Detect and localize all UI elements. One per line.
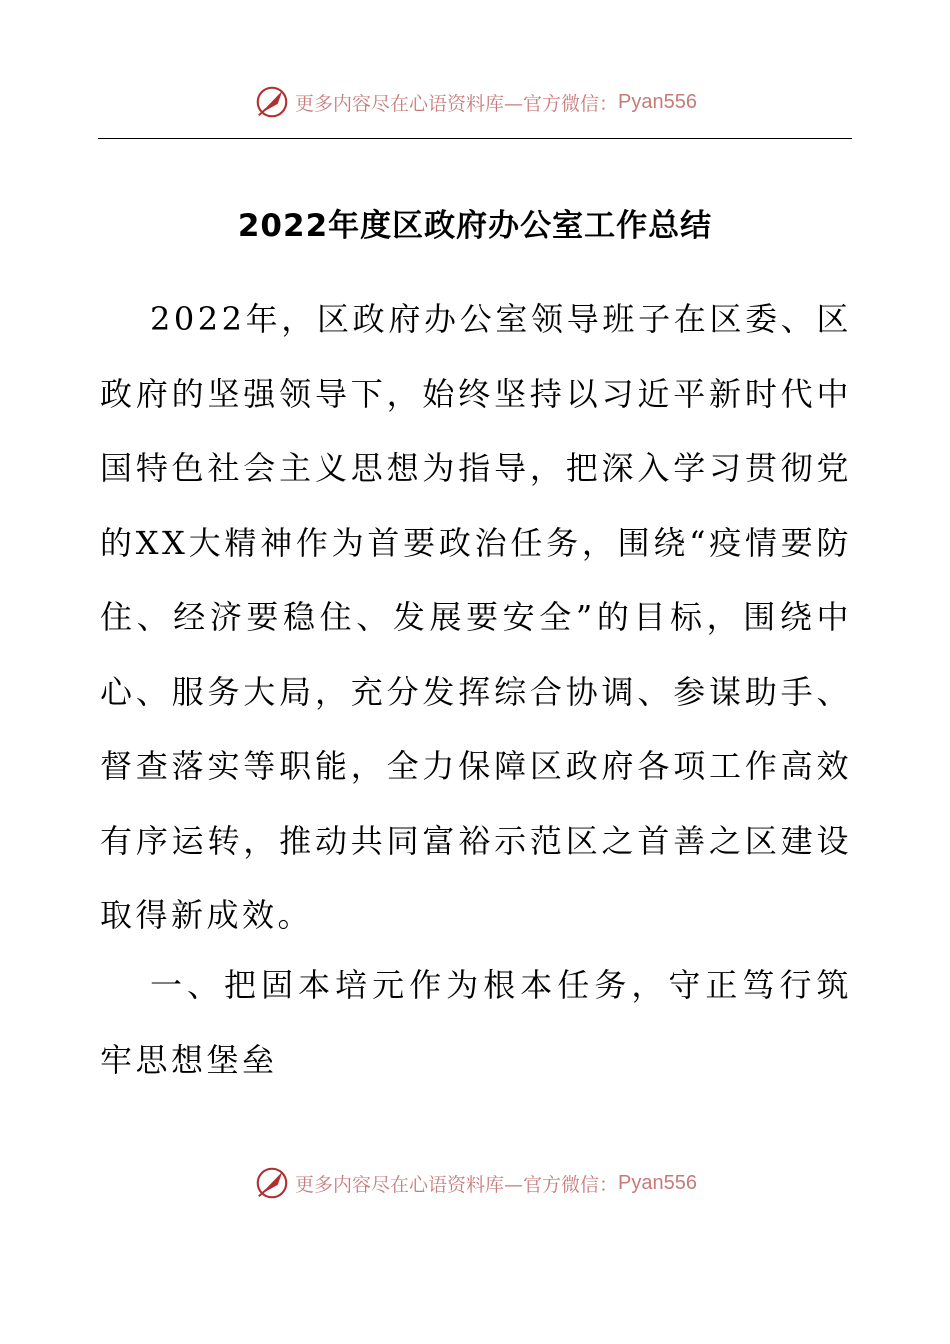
- paragraph-line: 政府的坚强领导下，始终坚持以习近平新时代中: [100, 374, 852, 413]
- watermark-text: 更多内容尽在心语资料库—官方微信：: [295, 92, 619, 115]
- footer-watermark: [0, 1163, 950, 1203]
- watermark-text: 更多内容尽在心语资料库—官方微信：: [295, 1173, 619, 1196]
- paragraph-line: 2022年，区政府办公室领导班子在区委、区: [150, 300, 852, 338]
- watermark-id: Pyan556: [618, 1171, 697, 1194]
- header-watermark: [0, 82, 950, 122]
- paragraph-line: 有序运转，推动共同富裕示范区之首善之区建设: [100, 821, 852, 860]
- paragraph-line: 取得新成效。: [100, 896, 314, 934]
- paragraph-line: 住、经济要稳住、发展要安全”的目标，围绕中: [100, 598, 852, 636]
- document-title: 2022年度区政府办公室工作总结: [237, 208, 713, 244]
- paragraph-line: 心、服务大局，充分发挥综合协调、参谋助手、: [100, 672, 852, 711]
- heading-line: 一、把固本培元作为根本任务，守正笃行筑: [150, 966, 852, 1004]
- header-divider: [98, 138, 852, 139]
- paragraph-line: 国特色社会主义思想为指导，把深入学习贯彻党: [100, 449, 852, 487]
- paragraph-line: 的XX大精神作为首要政治任务，围绕“疫情要防: [100, 523, 852, 562]
- watermark-id: Pyan556: [618, 90, 697, 113]
- section-heading: [100, 960, 852, 1109]
- body-paragraph: [100, 294, 852, 965]
- heading-line: 牢思想堡垒: [100, 1040, 278, 1079]
- quill-logo-icon: [253, 83, 291, 121]
- quill-logo-icon: [253, 1164, 291, 1202]
- paragraph-line: 督查落实等职能，全力保障区政府各项工作高效: [100, 747, 852, 785]
